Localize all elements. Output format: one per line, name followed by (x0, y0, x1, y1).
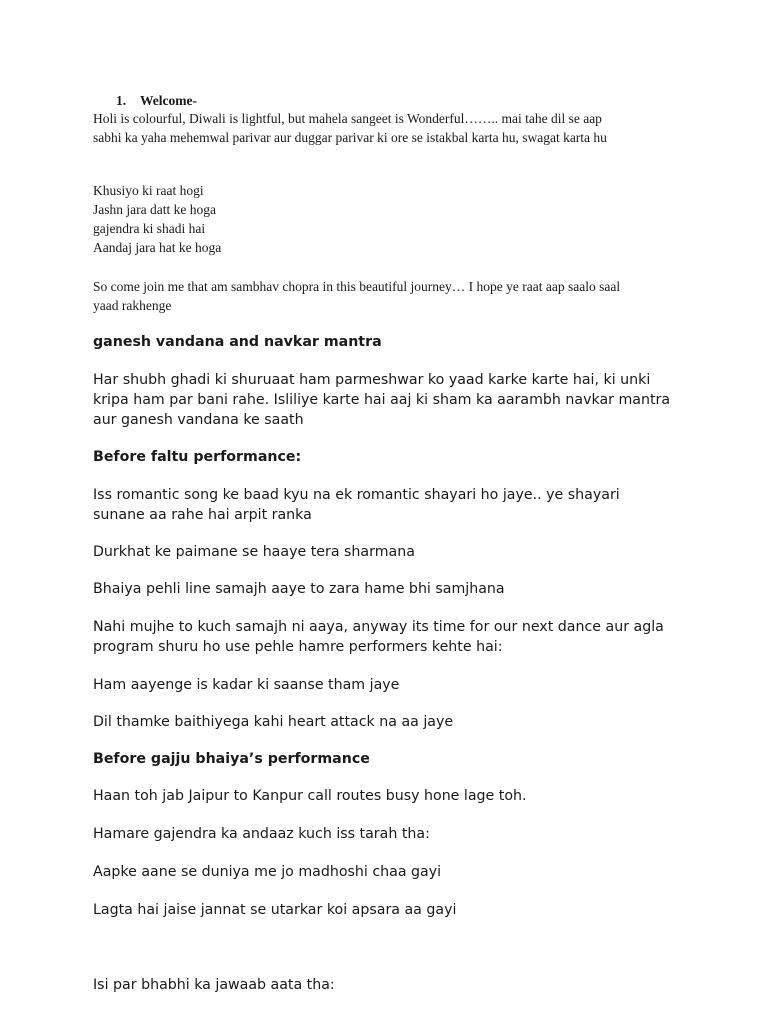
text-line: program shuru ho use pehle hamre performers kehte hai: (93, 639, 503, 655)
text-line: yaad rakhenge (93, 298, 172, 313)
text-line: Har shubh ghadi ki shuruaat ham parmeshwar ko yaad karke karte hai, ki unki (93, 372, 651, 388)
heading-text: Welcome- (140, 93, 197, 108)
shayari-line: Aapke aane se duniya me jo madhoshi chaa gayi (93, 864, 442, 880)
poem-line: Aandaj jara hat ke hoga (93, 240, 222, 255)
shayari-intro-paragraph (93, 485, 693, 525)
list-number: 1. (116, 93, 127, 108)
text-line: kripa ham par bani rahe. Isliliye karte hai aaj ki sham ka aarambh navkar mantra (93, 392, 671, 408)
section-heading-welcome (116, 93, 197, 109)
text-line: aur ganesh vandana ke saath (93, 412, 304, 428)
shayari-line: Lagta hai jaise jannat se utarkar koi apsara aa gayi (93, 902, 457, 918)
text-line: Iss romantic song ke baad kyu na ek romantic shayari ho jaye.. ye shayari (93, 487, 620, 503)
shayari-line: Dil thamke baithiyega kahi heart attack na aa jaye (93, 714, 454, 730)
poem-line: Khusiyo ki raat hogi (93, 183, 204, 198)
poem-stanza (93, 181, 693, 257)
closing-paragraph (93, 277, 693, 315)
section-heading-faltu-performance: Before faltu performance: (93, 449, 302, 465)
transition-paragraph (93, 617, 693, 657)
text-paragraph: Haan toh jab Jaipur to Kanpur call routes busy hone lage toh. (93, 788, 527, 804)
shayari-line: Bhaiya pehli line samajh aaye to zara hame bhi samjhana (93, 581, 505, 597)
text-line: Nahi mujhe to kuch samajh ni aaya, anyway its time for our next dance aur agla (93, 619, 664, 635)
shayari-line: Durkhat ke paimane se haaye tera sharmana (93, 544, 415, 560)
text-line: sunane aa rahe hai arpit ranka (93, 507, 312, 523)
ganesh-vandana-paragraph (93, 370, 693, 430)
poem-line: gajendra ki shadi hai (93, 221, 206, 236)
poem-line: Jashn jara datt ke hoga (93, 202, 216, 217)
intro-paragraph (93, 109, 693, 147)
shayari-line: Ham aayenge is kadar ki saanse tham jaye (93, 677, 400, 693)
text-line: Holi is colourful, Diwali is lightful, but mahela sangeet is Wonderful…….. mai tahe dil se aap (93, 111, 602, 126)
text-paragraph: Isi par bhabhi ka jawaab aata tha: (93, 977, 335, 993)
section-heading-gajju-performance: Before gajju bhaiya’s performance (93, 751, 370, 767)
text-line: sabhi ka yaha mehemwal parivar aur duggar parivar ki ore se istakbal karta hu, swagat karta hu (93, 130, 607, 145)
text-paragraph: Hamare gajendra ka andaaz kuch iss tarah tha: (93, 826, 430, 842)
section-heading-ganesh-vandana: ganesh vandana and navkar mantra (93, 334, 382, 350)
text-line: So come join me that am sambhav chopra in this beautiful journey… I hope ye raat aap saalo saal (93, 279, 621, 294)
